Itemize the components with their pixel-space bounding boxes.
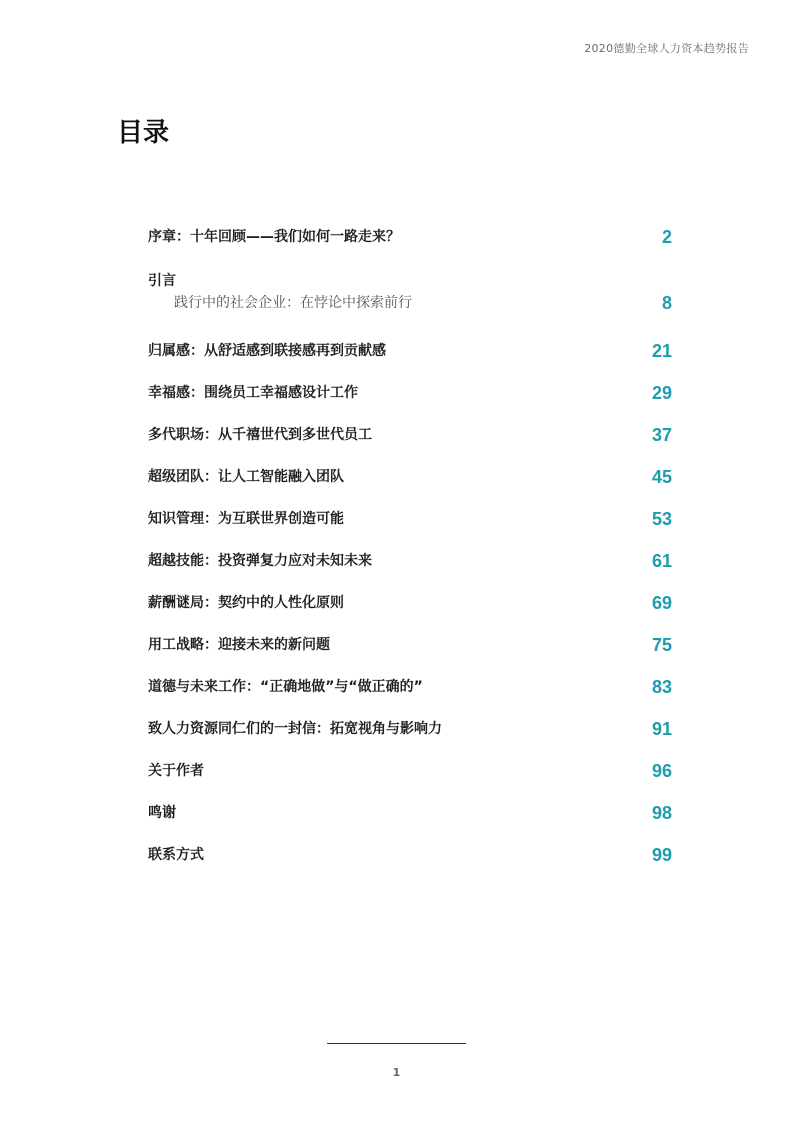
toc-entry[interactable] [148,798,672,826]
toc-entry-label: 用工战略：迎接未来的新问题 [148,637,330,653]
running-header: 2020德勤全球人力资本趋势报告 [584,42,749,55]
toc-entry-page: 83 [651,677,672,697]
toc-entry-page: 37 [651,425,672,445]
toc-entry[interactable] [148,840,672,868]
toc-entry-label: 序章：十年回顾——我们如何一路走来？ [148,229,400,245]
toc-entry-page: 8 [661,293,672,313]
toc-entry-page: 53 [651,509,672,529]
toc-entry-page: 29 [651,383,672,403]
footer-divider [327,1043,466,1044]
toc-entry-label: 联系方式 [148,847,204,863]
toc-entry[interactable] [148,714,672,742]
toc-entry-sublabel: 践行中的社会企业：在悖论中探索前行 [174,295,412,311]
toc-entry-page: 2 [661,227,672,247]
toc-entry-preface[interactable] [148,222,672,250]
toc-entry-label: 多代职场：从千禧世代到多世代员工 [148,427,372,443]
toc-entry[interactable] [148,420,672,448]
toc-entry[interactable] [148,378,672,406]
toc-entry-page: 45 [651,467,672,487]
toc-entry-label: 关于作者 [148,763,204,779]
toc-entry-label: 薪酬谜局：契约中的人性化原则 [148,595,344,611]
toc-entry-intro[interactable] [148,288,672,316]
toc-entry-page: 69 [651,593,672,613]
page-number: 1 [392,1066,401,1079]
toc-entry[interactable] [148,588,672,616]
toc-entry[interactable] [148,462,672,490]
toc-entry-label: 知识管理：为互联世界创造可能 [148,511,344,527]
toc-entry-page: 61 [651,551,672,571]
page-title: 目录 [117,118,170,148]
toc-entry-page: 99 [651,845,672,865]
toc-entry-page: 75 [651,635,672,655]
toc-entry[interactable] [148,504,672,532]
toc-entry-label: 致人力资源同仁们的一封信：拓宽视角与影响力 [148,721,442,737]
toc-entry-page: 98 [651,803,672,823]
toc-entry-label: 道德与未来工作：“正确地做”与“做正确的” [148,679,423,695]
toc-entry-label: 归属感：从舒适感到联接感再到贡献感 [148,343,386,359]
toc-entry[interactable] [148,630,672,658]
toc-entry[interactable] [148,336,672,364]
toc-entry-page: 91 [651,719,672,739]
toc-heading-intro: 引言 [148,273,176,289]
toc-entry-label: 超越技能：投资弹复力应对未知未来 [148,553,372,569]
toc-entry[interactable] [148,756,672,784]
toc-entry-label: 幸福感：围绕员工幸福感设计工作 [148,385,358,401]
toc-entry[interactable] [148,546,672,574]
toc-entry-label: 超级团队：让人工智能融入团队 [148,469,344,485]
toc-entry-page: 21 [651,341,672,361]
toc-entry-page: 96 [651,761,672,781]
toc-entry-label: 鸣谢 [148,805,176,821]
toc-entry[interactable] [148,672,672,700]
